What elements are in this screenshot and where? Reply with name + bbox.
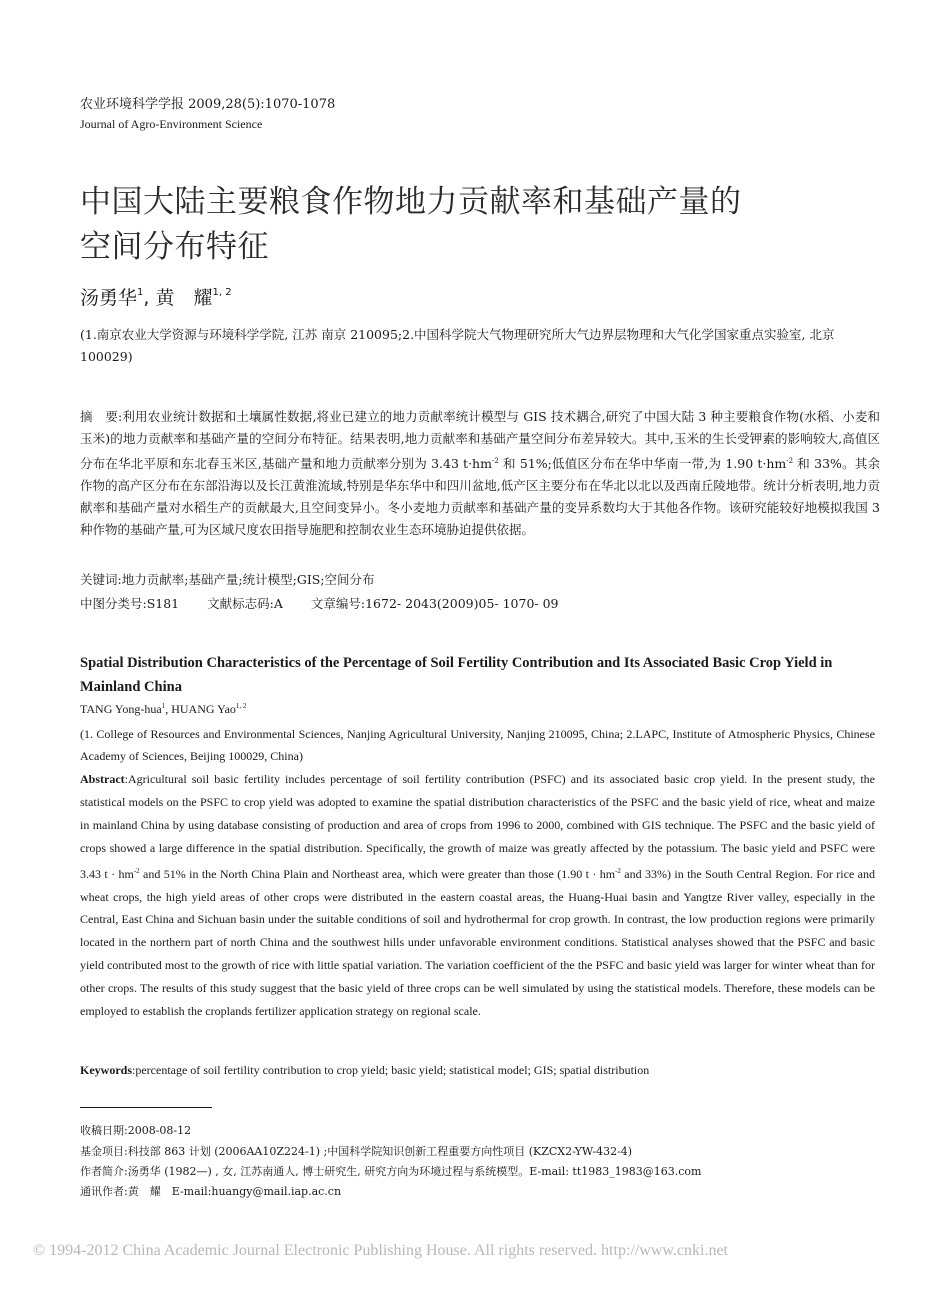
footnote-divider: [80, 1107, 212, 1108]
abstract-cn-sup-1: -2: [491, 457, 499, 465]
author1-cn: 汤勇华: [80, 287, 138, 309]
footnote-funding: 基金项目:科技部 863 计划 (2006AA10Z224-1) ;中国科学院知识创新工程重要方向性项目 (KZCX2-YW-432-4): [80, 1145, 633, 1158]
affiliation-cn: (1.南京农业大学资源与环境科学学院, 江苏 南京 210095;2.中国科学院大气物理研究所大气边界层物理和大气化学国家重点实验室, 北京 100029): [80, 327, 835, 364]
paper-title-cn: [80, 180, 880, 270]
abstract-en-label: Abstract: [80, 772, 125, 786]
abstract-cn-text-3: 和 33%。其余作物的高产区分布在东部沿海以及长江黄淮流域,特别是华东华中和四川盆地,低产区主要分布在华北以北以及西南丘陵地带。统计分析表明,地力贡献率和基础产量对水稻生产的贡献最大,且空间变异小。冬小麦地力贡献率和基础产量的变异系数均大于其他各作物。该研究能较好地模拟我国 3 种作物的基础产量,可为区域尺度农田指导施肥和控制农业生态环境胁迫提供依据。: [80, 456, 880, 537]
abstract-cn-label: 摘 要:: [80, 409, 123, 424]
classification-line: [80, 594, 587, 612]
abstract-cn-sup-2: -2: [786, 457, 794, 465]
affiliation-en: (1. College of Resources and Environmental Sciences, Nanjing Agricultural University, Nanjing 210095, China; 2.LAPC, Institute of Atmospheric Physics, Chinese Academy of Sciences, Beijing 100029, China): [80, 727, 875, 763]
authors-en: [80, 702, 246, 717]
journal-name-en: Journal of Agro-Environment Science: [80, 117, 263, 131]
abstract-en-text-2: and 51% in the North China Plain and Northeast area, which were greater than those (1.90 t · hm: [139, 866, 616, 881]
keywords-cn: [80, 570, 375, 588]
paper-title-cn-line1: 中国大陆主要粮食作物地力贡献率和基础产量的: [80, 184, 742, 220]
author2-en-affil: 1, 2: [235, 702, 247, 710]
article-number: 文章编号:1672- 2043(2009)05- 1070- 09: [310, 596, 559, 611]
abstract-en-text-1: Agricultural soil basic fertility includes percentage of soil fertility contribution (PSFC) and its associated basic crop yield. In the present study, the statistical models on the PSFC to crop yield was adopted to examine the spatial distribution characteristics of the PSFC and the basic yield of rice, wheat and maize in mainland China by using database consisting of production and area of crops from 1996 to 2000, combined with GIS technique. The PSFC and the basic yield of crops showed a large difference in the spatial distribution. Specifically, the growth of maize was greatly affected by the potassium. The basic yield and PSFC were 3.43 t · hm: [80, 772, 875, 881]
clc-number: 中图分类号:S181: [80, 596, 180, 611]
abstract-en: [80, 768, 875, 1023]
author1-en: TANG Yong-hua: [80, 702, 162, 716]
abstract-cn: [80, 406, 880, 541]
copyright-watermark: © 1994-2012 China Academic Journal Electronic Publishing House. All rights reserved. http://www.cnki.net: [33, 1242, 728, 1259]
author2-cn-affil: 1, 2: [212, 287, 232, 298]
authors-cn: [80, 283, 232, 310]
keywords-en-colon: :: [132, 1063, 136, 1077]
footnote-author-bio: 作者简介:汤勇华 (1982—) , 女, 江苏南通人, 博士研究生, 研究方向为环境过程与系统模型。E-mail: tt1983_1983@163.com: [80, 1165, 702, 1178]
abstract-cn-text-1: 利用农业统计数据和土壤属性数据,将业已建立的地力贡献率统计模型与 GIS 技术耦合,研究了中国大陆 3 种主要粮食作物(水稻、小麦和玉米)的地力贡献率和基础产量的空间分布特征。结果表明,地力贡献率和基础产量空间分布差异较大。其中,玉米的生长受钾素的影响较大,高值区分布在华北平原和东北春玉米区,基础产量和地力贡献率分别为 3.43 t·hm: [80, 409, 880, 471]
keywords-en: [80, 1063, 875, 1078]
author1-cn-affil: 1: [137, 287, 144, 298]
author1-en-affil: 1: [161, 702, 166, 710]
abstract-en-sup-2: -2: [615, 866, 621, 875]
abstract-en-colon: :: [124, 772, 128, 786]
author-separator: ,: [143, 287, 156, 309]
keywords-cn-text: 地力贡献率;基础产量;统计模型;GIS;空间分布: [121, 572, 375, 587]
abstract-cn-text-2: 和 51%;低值区分布在华中华南一带,为 1.90 t·hm: [498, 456, 787, 471]
keywords-cn-label: 关键词:: [80, 572, 122, 587]
paper-title-en: Spatial Distribution Characteristics of the Percentage of Soil Fertility Contribution and Its Associated Basic Crop Yield in Mainland China: [80, 655, 833, 695]
document-code: 文献标志码:A: [207, 596, 283, 611]
keywords-en-text: percentage of soil fertility contribution to crop yield; basic yield; statistical model; GIS; spatial distribution: [135, 1063, 650, 1077]
abstract-en-sup-1: -2: [133, 866, 140, 875]
abstract-en-text-3: and 33%) in the South Central Region. For rice and wheat crops, the high yield areas of other crops were distributed in the eastern coastal areas, the Huang-Huai basin and Yangtze River valley, especially in the Central, East China and Sichuan basin under the suitable conditions of soil and hydrothermal for crop growth. In contrast, the low production regions were primarily located in the northern part of north China and the southwest hills under unfavorable environment conditions. Statistical analyses showed that the PSFC and basic yield contributed most to the growth of rice with little spatial variation. The variation coefficient of the the PSFC and basic yield was larger for winter wheat than for other crops. The results of this study suggest that the basic yield of three crops can be well simulated by using the statistical models. Therefore, these models can be employed to establish the croplands fertilizer application strategy on regional scale.: [80, 866, 875, 1019]
author-en-separator: ,: [165, 702, 172, 716]
keywords-en-label: Keywords: [80, 1063, 132, 1077]
paper-title-cn-line2: 空间分布特征: [80, 229, 269, 265]
author2-en: HUANG Yao: [171, 702, 236, 716]
footnote-received-date: 收稿日期:2008-08-12: [80, 1124, 192, 1137]
author2-cn: 黄 耀: [155, 287, 213, 309]
footnote-corresponding-author: 通讯作者:黄 耀 E-mail:huangy@mail.iap.ac.cn: [80, 1185, 342, 1198]
journal-citation-cn: 农业环境科学学报 2009,28(5):1070-1078: [80, 97, 336, 112]
